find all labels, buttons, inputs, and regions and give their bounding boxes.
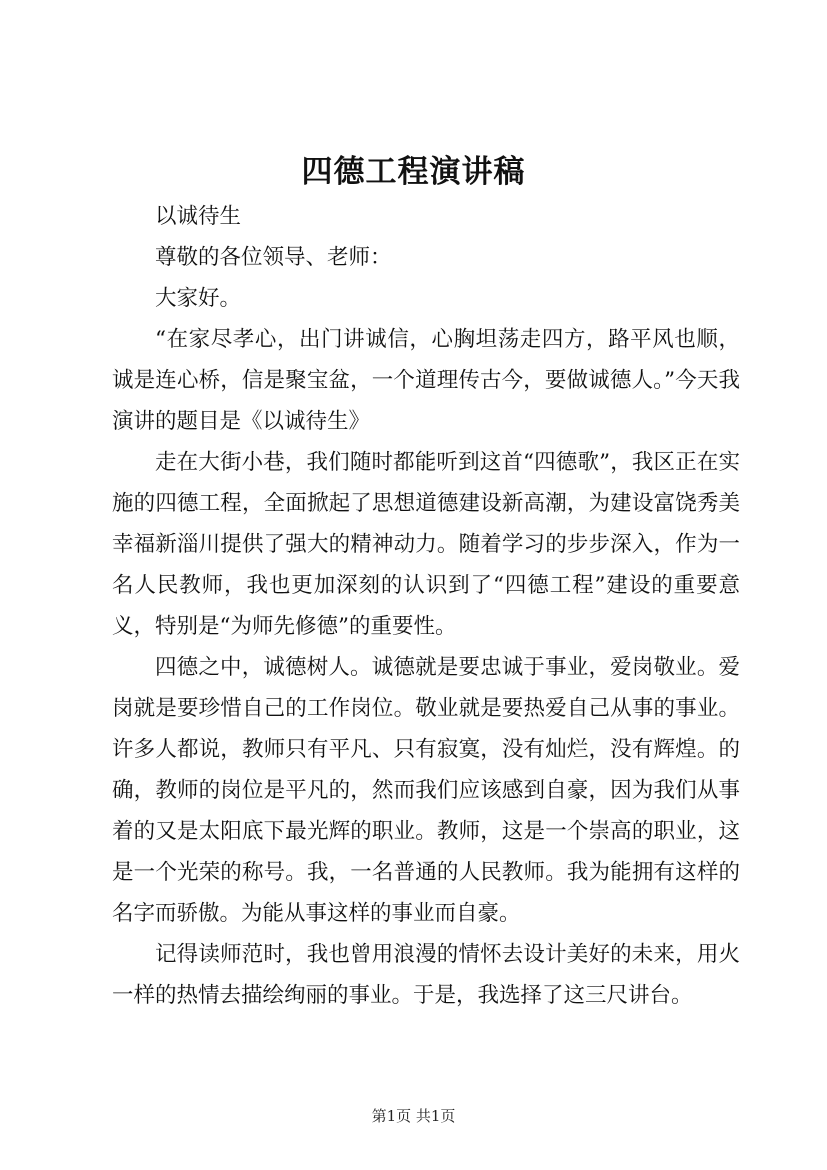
paragraph-body-1: 走在大街小巷，我们随时都能听到这首“四德歌”，我区正在实施的四德工程，全面掀起了思想道德建设新高潮，为建设富饶秀美幸福新淄川提供了强大的精神动力。随着学习的步步深入，作为一名人民教师，我也更加深刻的认识到了“四德工程”建设的重要意义，特别是“为师先修德”的重要性。 [112,450,740,639]
page-footer: 第1页 共1页 [371,1107,456,1125]
document-title: 四德工程演讲稿 [301,154,526,190]
paragraph-body-3: 记得读师范时，我也曾用浪漫的情怀去设计美好的未来，用火一样的热情去描绘绚丽的事业。于是，我选择了这三尺讲台。 [112,942,740,1008]
paragraph-greeting: 大家好。 [155,286,242,311]
paragraph-subtitle: 以诚待生 [155,204,242,229]
document-body [112,196,740,1016]
paragraph-body-2: 四德之中，诚德树人。诚德就是要忠诚于事业，爱岗敬业。爱岗就是要珍惜自己的工作岗位。敬业就是要热爱自己从事的事业。许多人都说，教师只有平凡、只有寂寞，没有灿烂，没有辉煌。的确，教师的岗位是平凡的，然而我们应该感到自豪，因为我们从事着的又是太阳底下最光辉的职业。教师，这是一个崇高的职业，这是一个光荣的称号。我，一名普通的人民教师。我为能拥有这样的名字而骄傲。为能从事这样的事业而自豪。 [112,655,740,926]
paragraph-intro: “在家尽孝心，出门讲诚信，心胸坦荡走四方，路平风也顺，诚是连心桥，信是聚宝盆，一个道理传古今，要做诚德人。”今天我演讲的题目是《以诚待生》 [112,327,740,434]
paragraph-salutation: 尊敬的各位领导、老师： [155,245,392,270]
